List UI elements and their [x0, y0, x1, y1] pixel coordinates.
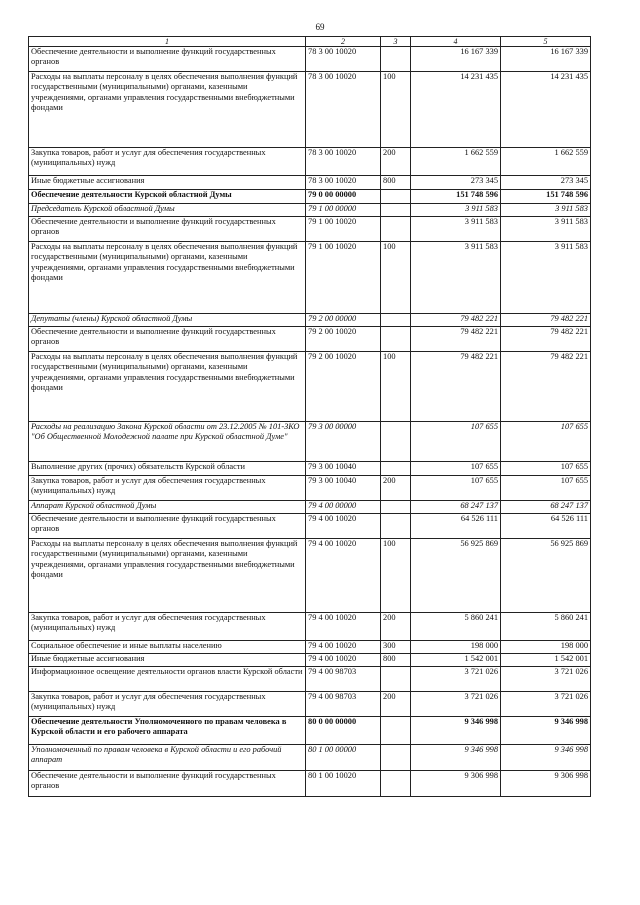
row-type-cell: [381, 217, 411, 242]
column-header-1: 1: [29, 37, 306, 47]
table-row: [29, 667, 591, 692]
row-amount-col5-cell: 9 346 998: [501, 745, 591, 771]
row-amount-col4-cell: 14 231 435: [411, 72, 501, 148]
row-amount-col4-cell: 107 655: [411, 422, 501, 462]
row-type-cell: [381, 204, 411, 217]
row-amount-col4-cell: 79 482 221: [411, 352, 501, 422]
row-amount-col5-cell: 9 306 998: [501, 771, 591, 797]
row-code-cell: 79 4 00 98703: [306, 667, 381, 692]
row-name-cell: Аппарат Курской областной Думы: [29, 501, 306, 514]
table-row: [29, 539, 591, 613]
row-code-cell: 78 3 00 10020: [306, 148, 381, 176]
row-code-cell: 79 4 00 10020: [306, 514, 381, 539]
row-code-cell: 79 2 00 10020: [306, 352, 381, 422]
row-amount-col5-cell: 79 482 221: [501, 327, 591, 352]
row-amount-col5-cell: 16 167 339: [501, 47, 591, 72]
row-name-cell: Обеспечение деятельности и выполнение функций государственных органов: [29, 217, 306, 242]
row-code-cell: 79 1 00 10020: [306, 242, 381, 314]
table-row: [29, 327, 591, 352]
row-name-cell: Депутаты (члены) Курской областной Думы: [29, 314, 306, 327]
table-body: [29, 47, 591, 797]
row-name-cell: Обеспечение деятельности и выполнение функций государственных органов: [29, 47, 306, 72]
table-row: [29, 717, 591, 745]
row-type-cell: 200: [381, 692, 411, 717]
row-amount-col5-cell: 107 655: [501, 476, 591, 501]
row-code-cell: 79 3 00 10040: [306, 462, 381, 476]
row-name-cell: Председатель Курской областной Думы: [29, 204, 306, 217]
row-type-cell: [381, 327, 411, 352]
row-type-cell: [381, 47, 411, 72]
table-row: [29, 204, 591, 217]
table-row: [29, 654, 591, 667]
row-name-cell: Социальное обеспечение и иные выплаты населению: [29, 641, 306, 654]
table-row: [29, 501, 591, 514]
row-code-cell: 79 4 00 10020: [306, 613, 381, 641]
row-type-cell: 200: [381, 613, 411, 641]
row-type-cell: [381, 314, 411, 327]
table-row: [29, 217, 591, 242]
row-amount-col5-cell: 151 748 596: [501, 190, 591, 204]
row-amount-col5-cell: 3 911 583: [501, 217, 591, 242]
row-code-cell: 79 4 00 10020: [306, 654, 381, 667]
table-row: [29, 314, 591, 327]
table-row: [29, 641, 591, 654]
row-type-cell: 100: [381, 352, 411, 422]
row-name-cell: Расходы на выплаты персоналу в целях обеспечения выполнения функций государственными (муниципальными) органами, казенными учреждениями, органами управления государственными внебюджетными фондами: [29, 242, 306, 314]
row-type-cell: [381, 667, 411, 692]
row-type-cell: [381, 771, 411, 797]
row-name-cell: Расходы на реализацию Закона Курской области от 23.12.2005 № 101-ЗКО "Об Общественной Молодежной палате при Курской областной Думе": [29, 422, 306, 462]
column-header-5: 5: [501, 37, 591, 47]
row-name-cell: Иные бюджетные ассигнования: [29, 176, 306, 190]
row-code-cell: 79 4 00 98703: [306, 692, 381, 717]
row-name-cell: Закупка товаров, работ и услуг для обеспечения государственных (муниципальных) нужд: [29, 476, 306, 501]
row-amount-col5-cell: 3 911 583: [501, 242, 591, 314]
row-name-cell: Закупка товаров, работ и услуг для обеспечения государственных (муниципальных) нужд: [29, 148, 306, 176]
table-row: [29, 476, 591, 501]
row-type-cell: 100: [381, 242, 411, 314]
row-type-cell: 100: [381, 72, 411, 148]
row-amount-col4-cell: 9 346 998: [411, 717, 501, 745]
table-row: [29, 771, 591, 797]
row-code-cell: 80 1 00 10020: [306, 771, 381, 797]
table-row: [29, 613, 591, 641]
row-code-cell: 79 1 00 00000: [306, 204, 381, 217]
row-amount-col5-cell: 107 655: [501, 422, 591, 462]
row-code-cell: 80 0 00 00000: [306, 717, 381, 745]
row-code-cell: 79 4 00 10020: [306, 539, 381, 613]
row-type-cell: 800: [381, 654, 411, 667]
row-amount-col4-cell: 1 662 559: [411, 148, 501, 176]
row-name-cell: Расходы на выплаты персоналу в целях обеспечения выполнения функций государственными (муниципальными) органами, казенными учреждениями, органами управления государственными внебюджетными фондами: [29, 539, 306, 613]
row-type-cell: [381, 190, 411, 204]
row-amount-col4-cell: 198 000: [411, 641, 501, 654]
row-amount-col4-cell: 79 482 221: [411, 314, 501, 327]
row-code-cell: 79 2 00 00000: [306, 314, 381, 327]
row-type-cell: 100: [381, 539, 411, 613]
row-code-cell: 79 1 00 10020: [306, 217, 381, 242]
row-amount-col4-cell: 3 721 026: [411, 667, 501, 692]
row-code-cell: 78 3 00 10020: [306, 176, 381, 190]
row-name-cell: Иные бюджетные ассигнования: [29, 654, 306, 667]
row-amount-col5-cell: 3 721 026: [501, 667, 591, 692]
row-type-cell: 300: [381, 641, 411, 654]
row-code-cell: 80 1 00 00000: [306, 745, 381, 771]
table-row: [29, 242, 591, 314]
table-row: [29, 462, 591, 476]
row-type-cell: [381, 745, 411, 771]
row-code-cell: 79 2 00 10020: [306, 327, 381, 352]
row-type-cell: 200: [381, 476, 411, 501]
row-amount-col4-cell: 5 860 241: [411, 613, 501, 641]
row-type-cell: [381, 717, 411, 745]
row-amount-col5-cell: 107 655: [501, 462, 591, 476]
row-name-cell: Расходы на выплаты персоналу в целях обеспечения выполнения функций государственными (муниципальными) органами, казенными учреждениями, органами управления государственными внебюджетными фондами: [29, 72, 306, 148]
row-code-cell: 79 3 00 00000: [306, 422, 381, 462]
row-code-cell: 78 3 00 10020: [306, 47, 381, 72]
row-name-cell: Закупка товаров, работ и услуг для обеспечения государственных (муниципальных) нужд: [29, 692, 306, 717]
row-amount-col4-cell: 3 911 583: [411, 242, 501, 314]
table-row: [29, 47, 591, 72]
row-amount-col5-cell: 79 482 221: [501, 314, 591, 327]
row-code-cell: 79 3 00 10040: [306, 476, 381, 501]
table-row: [29, 514, 591, 539]
row-amount-col5-cell: 14 231 435: [501, 72, 591, 148]
page-number: 69: [315, 22, 325, 32]
row-amount-col4-cell: 3 911 583: [411, 217, 501, 242]
row-amount-col5-cell: 79 482 221: [501, 352, 591, 422]
row-amount-col5-cell: 9 346 998: [501, 717, 591, 745]
table-row: [29, 72, 591, 148]
row-code-cell: 79 0 00 00000: [306, 190, 381, 204]
row-name-cell: Обеспечение деятельности и выполнение функций государственных органов: [29, 514, 306, 539]
column-header-4: 4: [411, 37, 501, 47]
row-type-cell: [381, 501, 411, 514]
row-amount-col4-cell: 151 748 596: [411, 190, 501, 204]
row-amount-col4-cell: 273 345: [411, 176, 501, 190]
row-type-cell: 800: [381, 176, 411, 190]
row-amount-col4-cell: 9 306 998: [411, 771, 501, 797]
row-name-cell: Обеспечение деятельности и выполнение функций государственных органов: [29, 771, 306, 797]
row-amount-col5-cell: 273 345: [501, 176, 591, 190]
row-amount-col4-cell: 1 542 001: [411, 654, 501, 667]
row-name-cell: Обеспечение деятельности Уполномоченного по правам человека в Курской области и его рабочего аппарата: [29, 717, 306, 745]
row-code-cell: 78 3 00 10020: [306, 72, 381, 148]
row-amount-col4-cell: 107 655: [411, 476, 501, 501]
row-amount-col5-cell: 64 526 111: [501, 514, 591, 539]
row-name-cell: Обеспечение деятельности Курской областной Думы: [29, 190, 306, 204]
row-type-cell: [381, 462, 411, 476]
row-amount-col5-cell: 3 911 583: [501, 204, 591, 217]
row-type-cell: [381, 422, 411, 462]
table-row: [29, 422, 591, 462]
table-row: [29, 148, 591, 176]
row-type-cell: [381, 514, 411, 539]
row-amount-col5-cell: 56 925 869: [501, 539, 591, 613]
row-amount-col4-cell: 68 247 137: [411, 501, 501, 514]
row-amount-col4-cell: 3 721 026: [411, 692, 501, 717]
column-header-3: 3: [381, 37, 411, 47]
row-amount-col5-cell: 1 542 001: [501, 654, 591, 667]
row-name-cell: Закупка товаров, работ и услуг для обеспечения государственных (муниципальных) нужд: [29, 613, 306, 641]
row-name-cell: Обеспечение деятельности и выполнение функций государственных органов: [29, 327, 306, 352]
row-amount-col4-cell: 79 482 221: [411, 327, 501, 352]
row-amount-col5-cell: 3 721 026: [501, 692, 591, 717]
row-amount-col4-cell: 9 346 998: [411, 745, 501, 771]
table-row: [29, 176, 591, 190]
row-name-cell: Информационное освещение деятельности органов власти Курской области: [29, 667, 306, 692]
column-header-2: 2: [306, 37, 381, 47]
table-row: [29, 190, 591, 204]
budget-table: [28, 36, 591, 797]
row-name-cell: Расходы на выплаты персоналу в целях обеспечения выполнения функций государственными (муниципальными) органами, казенными учреждениями, органами управления государственными внебюджетными фондами: [29, 352, 306, 422]
row-amount-col4-cell: 56 925 869: [411, 539, 501, 613]
row-amount-col5-cell: 198 000: [501, 641, 591, 654]
table-row: [29, 352, 591, 422]
row-amount-col4-cell: 3 911 583: [411, 204, 501, 217]
row-amount-col5-cell: 68 247 137: [501, 501, 591, 514]
row-amount-col4-cell: 64 526 111: [411, 514, 501, 539]
row-amount-col4-cell: 16 167 339: [411, 47, 501, 72]
row-type-cell: 200: [381, 148, 411, 176]
table-row: [29, 692, 591, 717]
row-name-cell: Выполнение других (прочих) обязательств Курской области: [29, 462, 306, 476]
row-amount-col4-cell: 107 655: [411, 462, 501, 476]
row-amount-col5-cell: 1 662 559: [501, 148, 591, 176]
row-code-cell: 79 4 00 00000: [306, 501, 381, 514]
column-header-row: [29, 37, 591, 47]
row-amount-col5-cell: 5 860 241: [501, 613, 591, 641]
row-code-cell: 79 4 00 10020: [306, 641, 381, 654]
row-name-cell: Уполномоченный по правам человека в Курской области и его рабочий аппарат: [29, 745, 306, 771]
table-row: [29, 745, 591, 771]
